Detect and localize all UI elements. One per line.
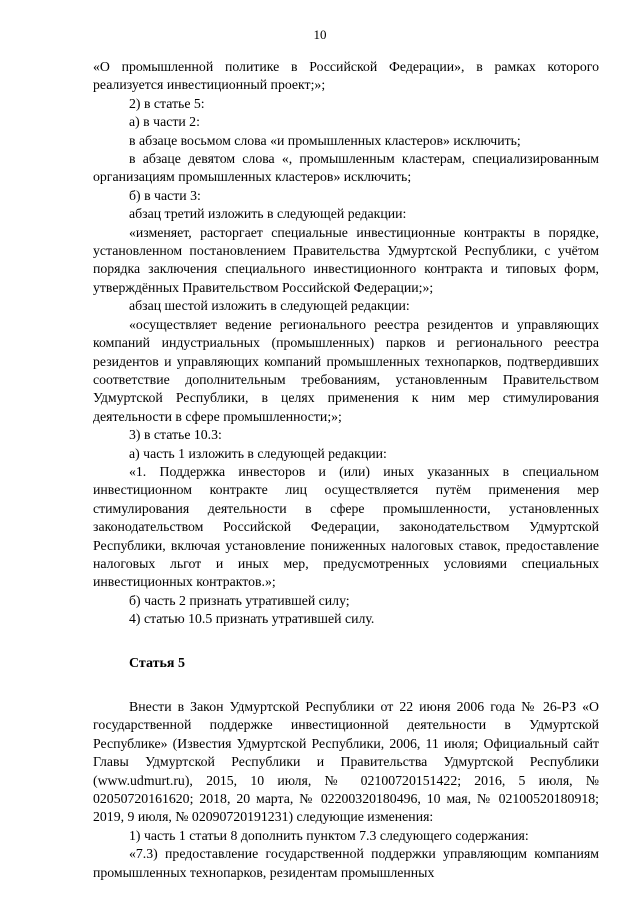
paragraph: а) часть 1 изложить в следующей редакции: xyxy=(129,445,387,461)
paragraph: «1. Поддержка инвесторов и (или) иных указанных в специальном инвестиционном контракте лиц осуществляется путём применения мер стимулирования деятельности в сфере промышленности, установленных законодательством Российской Федерации, законодательством Удмуртской Республики, включая установление пониженных налоговых ставок, предоставление налоговых льгот и иных мер, предусмотренных условиями специальных инвестиционных контрактов.»; xyxy=(93,463,599,590)
paragraph: «О промышленной политике в Российской Федерации», в рамках которого реализуется инвестиционный проект;»; xyxy=(93,59,599,93)
paragraph: абзац третий изложить в следующей редакции: xyxy=(129,206,407,222)
paragraph: а) в части 2: xyxy=(129,114,200,130)
paragraph: 4) статью 10.5 признать утратившей силу. xyxy=(129,611,375,627)
paragraph: в абзаце девятом слова «, промышленным кластерам, специализированным организациям промышленных кластеров» исключить; xyxy=(93,151,599,185)
paragraph: б) в части 3: xyxy=(129,187,201,203)
paragraph: в абзаце восьмом слова «и промышленных кластеров» исключить; xyxy=(129,132,521,148)
spacer xyxy=(93,673,599,698)
paragraphs-after-article xyxy=(93,698,599,882)
document-body xyxy=(93,58,599,882)
spacer xyxy=(93,629,599,655)
paragraph: «изменяет, расторгает специальные инвестиционные контракты в порядке, установленном постановлением Правительства Удмуртской Республики, с учётом порядка заключения специального инвестиционного контракта и типовых форм, утверждённых Правительством Российской Федерации;»; xyxy=(93,224,599,295)
paragraph: «7.3) предоставление государственной поддержки управляющим компаниям промышленных технопарков, резидентам промышленных xyxy=(93,846,599,880)
paragraph: 3) в статье 10.3: xyxy=(129,427,222,443)
paragraph: абзац шестой изложить в следующей редакции: xyxy=(129,298,410,314)
page-number: 10 xyxy=(313,27,327,42)
paragraph: б) часть 2 признать утратившей силу; xyxy=(129,592,350,608)
paragraphs-before-article xyxy=(93,58,599,629)
paragraph: 2) в статье 5: xyxy=(129,95,205,111)
paragraph: «осуществляет ведение регионального реестра резидентов и управляющих компаний индустриальных (промышленных) парков и регионального реестра резидентов и управляющих компаний промышленных технопарков, подтвердивших соответствие дополнительным требованиям, установленным Правительством Удмуртской Республики, в целях применения к ним мер стимулирования деятельности в сфере промышленности;»; xyxy=(93,316,599,424)
article-heading: Статья 5 xyxy=(129,655,185,671)
paragraph: 1) часть 1 статьи 8 дополнить пунктом 7.3 следующего содержания: xyxy=(129,827,529,843)
paragraph: Внести в Закон Удмуртской Республики от 22 июня 2006 года № 26-РЗ «О государственной поддержке инвестиционной деятельности в Удмуртской Республике» (Известия Удмуртской Республики, 2006, 11 июля; Официальный сайт Главы Удмуртской Республики и Правительства Удмуртской Республики (www.udmurt.ru), 2015, 10 июля, № 02100720151422; 2016, 5 июля, № 02050720161620; 2018, 20 марта, № 02200320180496, 10 мая, № 02100520180918; 2019, 9 июля, № 02090720191231) следующие изменения: xyxy=(93,699,599,825)
